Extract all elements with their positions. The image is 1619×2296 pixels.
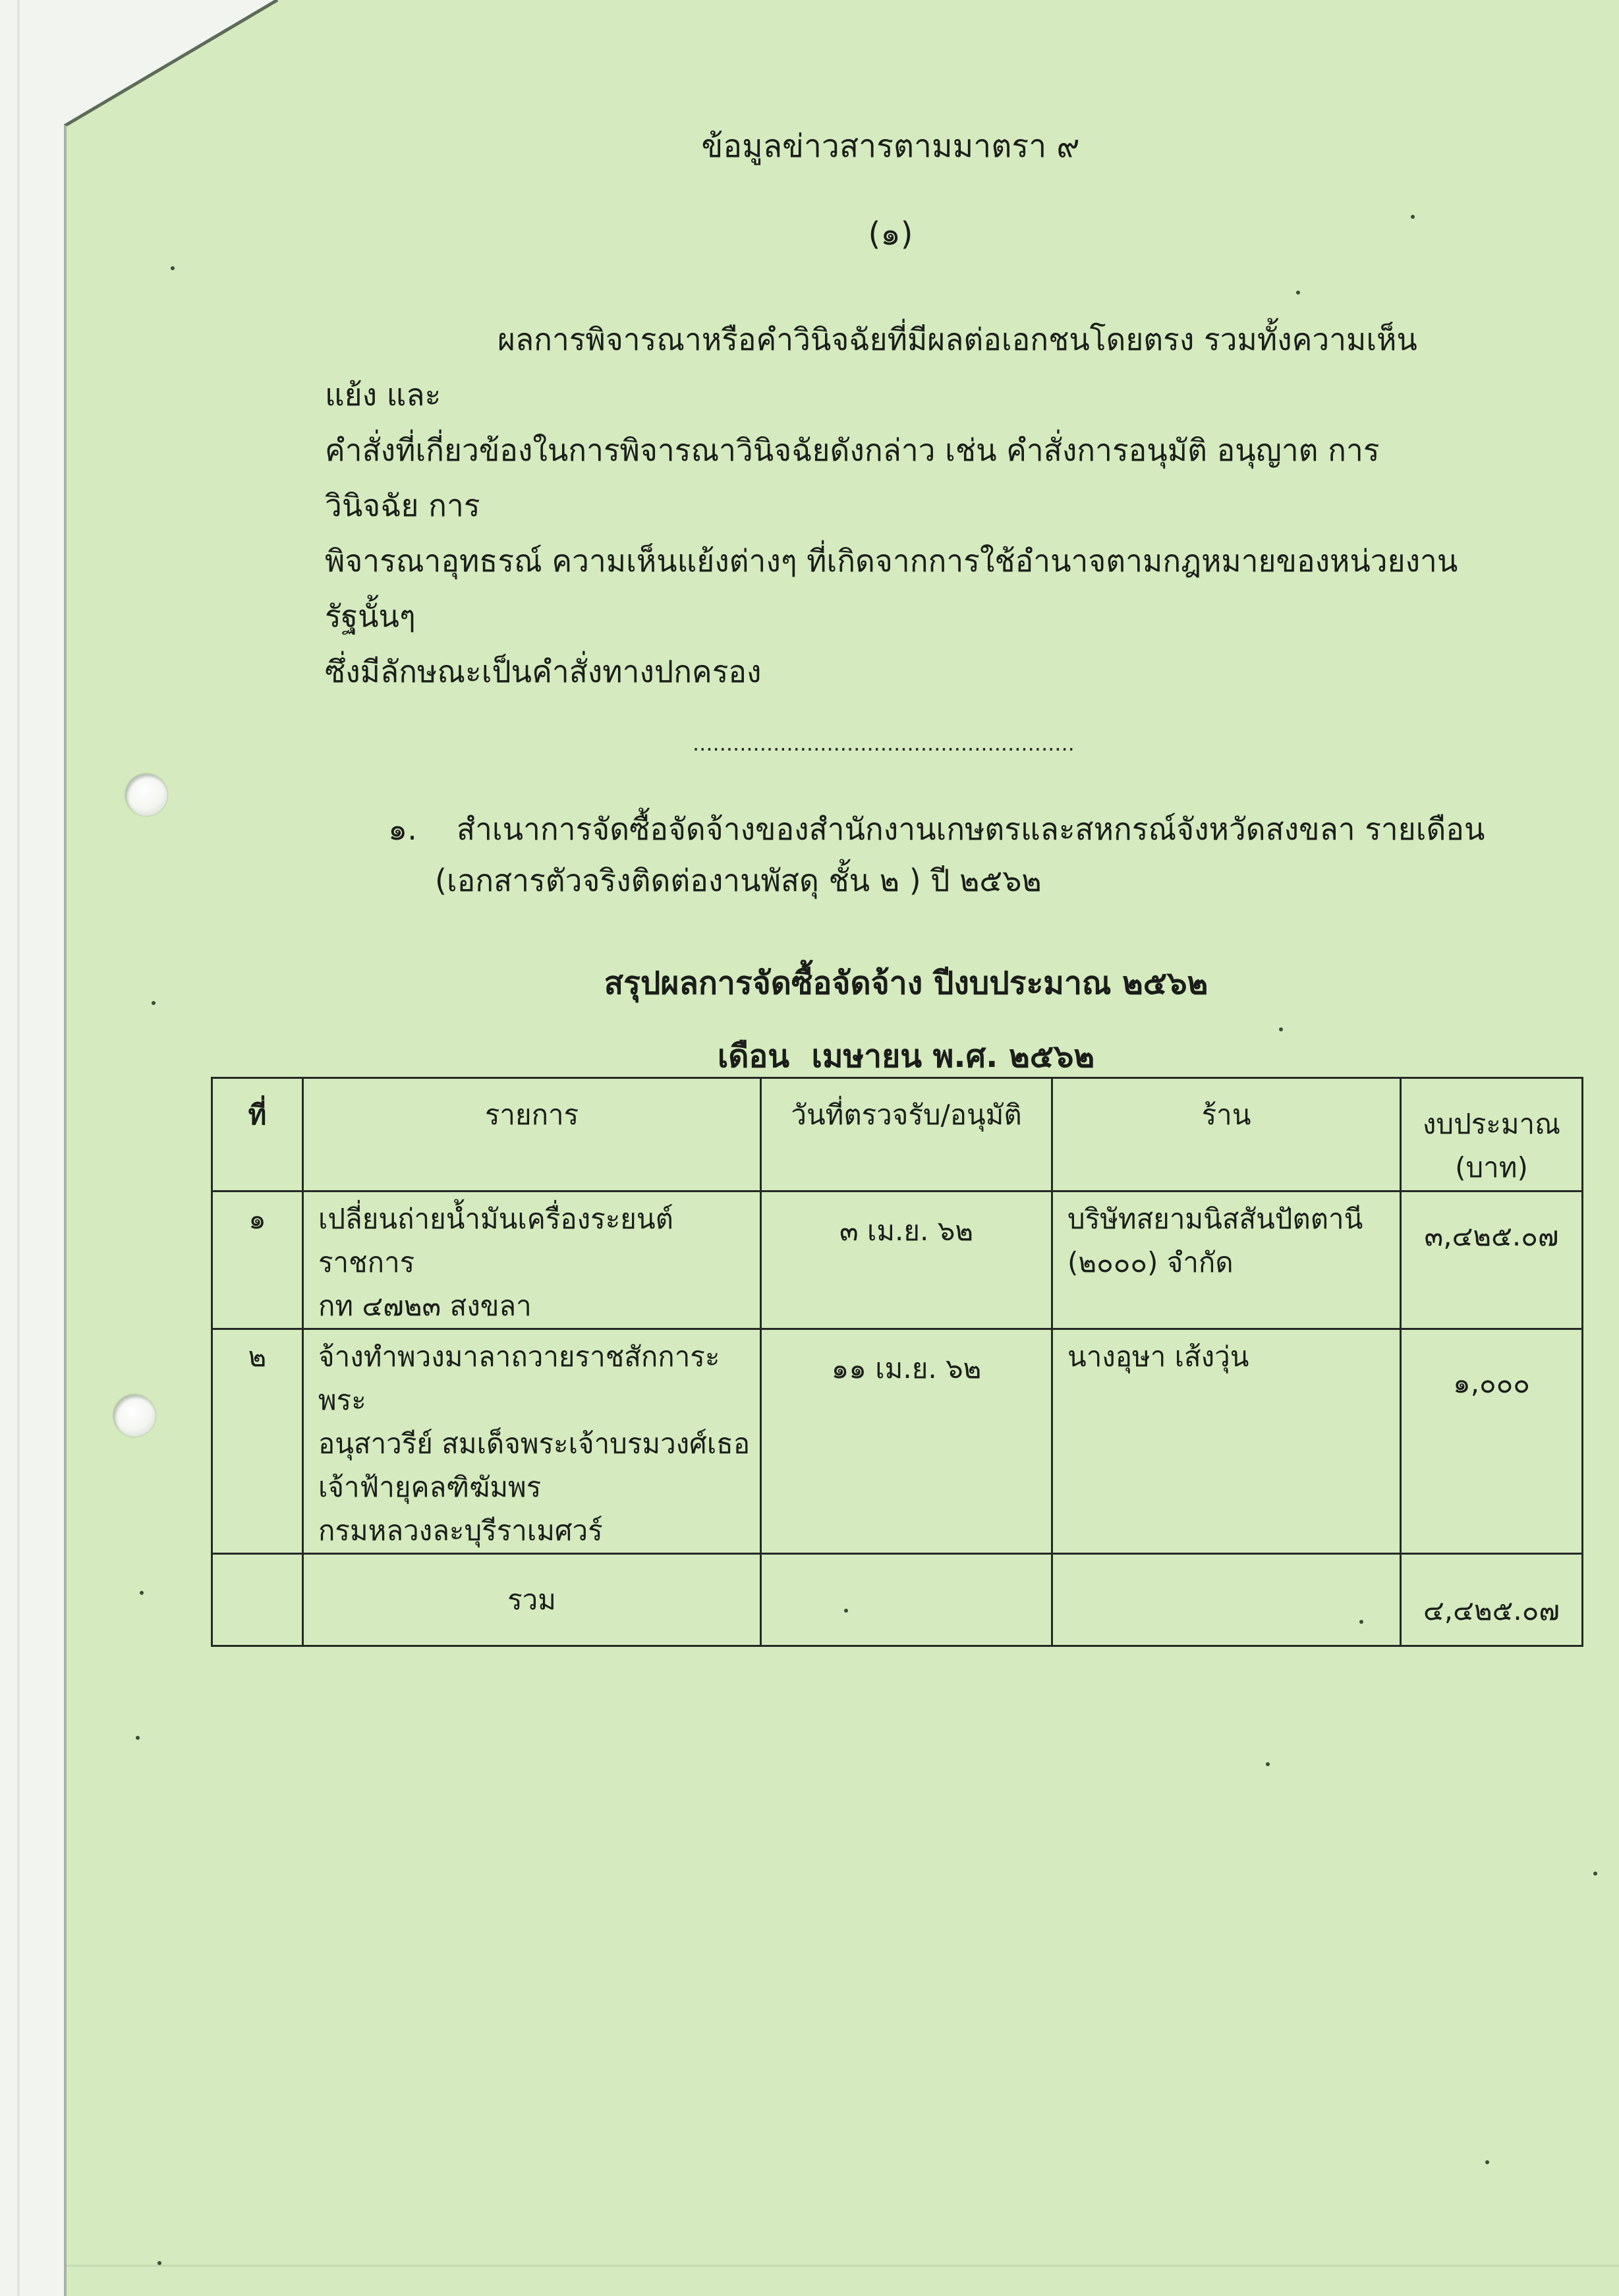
row-no-cell: [212, 1329, 303, 1554]
procurement-table: [211, 1077, 1583, 1647]
total-date-cell: [761, 1554, 1052, 1646]
header-item: [303, 1078, 761, 1191]
row-budget-cell: [1401, 1329, 1583, 1554]
header-shop: [1052, 1078, 1401, 1191]
header-date-label: วันที่ตรวจรับ/อนุมัติ: [791, 1099, 1022, 1131]
row-no: ๒: [248, 1340, 267, 1373]
list-item-first-line: [388, 803, 1521, 855]
paragraph-line: พิจารณาอุทธรณ์ ความเห็นแย้งต่างๆ ที่เกิดจากการใช้อำนาจตามกฎหมายของหน่วยงานรัฐนั้นๆ: [325, 543, 1458, 634]
paragraph-line: ซึ่งมีลักษณะเป็นคำสั่งทางปกครอง: [325, 654, 762, 689]
table-row: [212, 1329, 1583, 1554]
row-item-line: อนุสาวรีย์ สมเด็จพระเจ้าบรมวงศ์เธอ: [318, 1427, 751, 1460]
row-item-line: กรมหลวงละบุรีราเมศวร์: [318, 1514, 603, 1547]
header-budget: [1401, 1078, 1583, 1191]
document-title: ข้อมูลข่าวสารตามมาตรา ๙: [701, 128, 1080, 165]
list-item: [388, 803, 1521, 906]
total-label-cell: [303, 1554, 761, 1646]
total-no-cell: [212, 1554, 303, 1646]
row-budget: ๓,๔๒๕.๐๗: [1424, 1220, 1559, 1252]
header-date: [761, 1078, 1052, 1191]
row-budget: ๑,๐๐๐: [1453, 1367, 1530, 1399]
row-item-line: จ้างทำพวงมาลาถวายราชสักการะพระ: [318, 1340, 720, 1416]
row-date-cell: [761, 1191, 1052, 1329]
row-shop-cell: [1052, 1329, 1401, 1554]
list-item-text-continued: (เอกสารตัวจริงติดต่องานพัสดุ ชั้น ๒ ) ปี ๒๕๖๒: [435, 863, 1042, 898]
row-date: ๓ เม.ย. ๖๒: [839, 1215, 974, 1247]
paragraph-line: คำสั่งที่เกี่ยวข้องในการพิจารณาวินิจฉัยดังกล่าว เช่น คำสั่งการอนุมัติ อนุญาต การวินิจฉัย การ: [325, 432, 1380, 523]
paragraph-line: ผลการพิจารณาหรือคำวินิจฉัยที่มีผลต่อเอกชนโดยตรง รวมทั้งความเห็นแย้ง และ: [325, 322, 1417, 413]
table-row: [212, 1191, 1583, 1329]
row-item-line: กท ๔๗๒๓ สงขลา: [318, 1290, 532, 1322]
row-item-cell: [303, 1191, 761, 1329]
list-item-text: สำเนาการจัดซื้อจัดจ้างของสำนักงานเกษตรและสหกรณ์จังหวัดสงขลา รายเดือน: [457, 811, 1485, 847]
row-no-cell: [212, 1191, 303, 1329]
row-date-cell: [761, 1329, 1052, 1554]
row-item-line: เจ้าฟ้ายุคลฑิฆัมพร: [318, 1471, 542, 1503]
month-heading: เดือน เมษายน พ.ศ. ๒๕๖๒: [717, 1038, 1095, 1075]
header-item-label: รายการ: [484, 1099, 579, 1131]
header-shop-label: ร้าน: [1201, 1099, 1251, 1131]
row-shop-line: บริษัทสยามนิสสันปัตตานี: [1067, 1203, 1363, 1235]
header-budget-unit: (บาท): [1455, 1151, 1528, 1184]
header-no: [212, 1078, 303, 1191]
total-budget-cell: [1401, 1554, 1583, 1646]
table-header-row: [212, 1078, 1583, 1191]
section-number: (๑): [868, 215, 913, 252]
header-no-label: ที่: [248, 1099, 267, 1131]
list-item-number: ๑.: [388, 811, 417, 847]
intro-paragraph: [325, 312, 1465, 699]
total-label: รวม: [507, 1584, 556, 1616]
total-shop-cell: [1052, 1554, 1401, 1646]
row-item-line: เปลี่ยนถ่ายน้ำมันเครื่องระยนต์ราชการ: [318, 1203, 673, 1278]
table-total-row: [212, 1554, 1583, 1646]
dotted-separator: .........................................................: [693, 731, 1075, 756]
row-date: ๑๑ เม.ย. ๖๒: [831, 1352, 982, 1385]
summary-heading: สรุปผลการจัดซื้อจัดจ้าง ปีงบประมาณ ๒๕๖๒: [604, 965, 1208, 1002]
row-shop-line: นางอุษา เส้งวุ่น: [1067, 1340, 1249, 1373]
row-shop-line: (๒๐๐๐) จำกัด: [1067, 1246, 1234, 1278]
row-shop-cell: [1052, 1191, 1401, 1329]
row-budget-cell: [1401, 1191, 1583, 1329]
header-budget-label: งบประมาณ: [1422, 1108, 1561, 1140]
row-item-cell: [303, 1329, 761, 1554]
row-no: ๑: [248, 1203, 266, 1235]
total-budget: ๔,๔๒๕.๐๗: [1423, 1594, 1560, 1626]
